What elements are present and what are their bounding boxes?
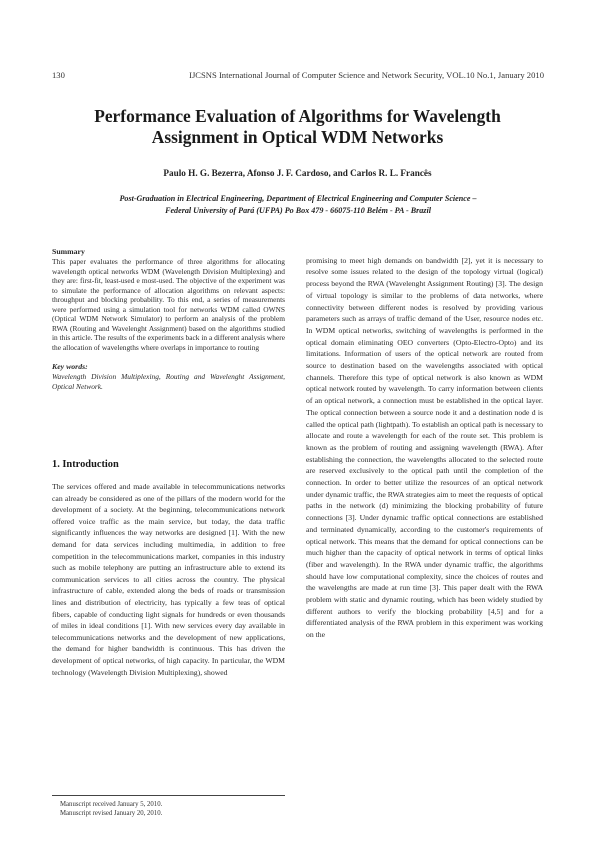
summary-heading: Summary [52,247,85,256]
summary-text: This paper evaluates the performance of three algorithms for allocating wavelength optical networks WDM (Wavelength Division Multiplexing) and they are: first-fit, least-used e most-used. The objective of the experiment was to simulate the performance of allocation algorithms on relevant aspects: throughput and blocking probability. To this end, a series of measurements were performed using a simulation tool for networks WDM called OWNS (Optical WDM Network Simulator) to perform an analysis of the problem RWA (Routing and Wavelenght Assignment) based on the algorithms studied in this article. The results of the experiments back in a different analysis where the allocation of wavelengths where overlaps in importance to routing [52,257,285,352]
title-line-2: Assignment in Optical WDM Networks [151,126,444,147]
author-list: Paulo H. G. Bezerra, Afonso J. F. Cardoso, and Carlos R. L. Francês [163,168,432,178]
keywords-text: Wavelength Division Multiplexing, Routing and Wavelenght Assignment, Optical Network. [52,372,285,391]
affiliation [58,193,538,216]
introduction-right-text: promising to meet high demands on bandwidth [2], yet it is necessary to resolve some issues related to the design of the topology virtual (logical) process beyond the RWA (Wavelenght Assignment Routing) [3]. The design of virtual topology is similar to the problems of data networks, where connectivity between different nodes is resolved by providing various parameters such as arrays of traffic demand of the User, resource nodes etc. In WDM optical networks, switching of wavelengths is performed in the optical domain eliminating OEO converters (Opto-Electro-Opto) and its limitations. Information of users of the optical network are routed from source to destination based on the wavelengths associated with optical channels. Therefore this type of optical network is also known as WDM optical network routed by wavelength. To carry information between clients of an optical network, a connection must be established in the optical layer. The optical connection between a source node it and a destination node d is called the optical path (lightpath). To establish an optical path is necessary to allocate and route a wavelength for each of the route set. This problem is known as the problem of routing and assigning wavelength (RWA). After establishing the connection, the wavelengths allocated to the selected route are reserved exclusively to the optical path until the completion of the connection. In order to better utilize the resources of an optical network under dynamic traffic, the RWA strategies aim to meet the requests of optical paths in the network (d) minimizing the blocking probability of future connections [3]. Under dynamic traffic optical connections are established and terminated dynamically, according to the customer's requirements of optical network. This means that the demand for optical connections can be much higher than the capacity of optical network in terms of optical links (fiber and wavelength). In the RWA under dynamic traffic, the algorithms should have low computational complexity, since the choices of routes and the wavelengths are made at run time [3]. This paper dealt with the RWA problem with static and dynamic routing, which has been widely studied by different authors to verify the blocking probability [4,5] and for a differentiated analysis of the RWA problem in this experiment was working on the [306,255,543,640]
footnote-received: Manuscript received January 5, 2010. [60,801,163,808]
journal-name: IJCSNS International Journal of Computer Science and Network Security, VOL.10 No.1, January 2010 [189,70,544,80]
keywords-heading: Key words: [52,362,88,371]
page-number: 130 [52,70,65,80]
footnote-divider [52,795,285,796]
footnote-revised: Manuscript revised January 20, 2010. [60,810,163,818]
introduction-heading: 1. Introduction [52,459,119,470]
affiliation-line-1: Post-Graduation in Electrical Engineering, Department of Electrical Engineering and Computer Science – [119,194,477,203]
footnotes [60,800,162,819]
paper-title [40,106,555,147]
abstract-column [52,247,285,391]
affiliation-line-2: Federal University of Pará (UFPA) Po Box 479 - 66075-110 Belém - PA - Brazil [165,205,431,215]
introduction-left-text: The services offered and made available in telecommunications networks can already be considered as one of the pillars of the modern world for the development of a society. At the beginning, telecommunications network offered voice traffic as the main service, but today, the data traffic significantly influences the way networks are designed [1]. With the new demand for data services including multimedia, in addition to free competition in the telecommunications market, companies in this industry such as mobile telephony are putting an infrastructure able to extend its communication services to all cities across the country. The physical infrastructure of cable, extended along the beds of roads or transmission lines and distribution of electricity, has typically a few teas of optical fibers, capable of conducting light signals for hundreds or even thousands of miles in ideal conditions [1]. With new services every day available in telecommunications networks and the development of new applications, the demand for higher bandwidth is continuous. This has driven the development of optical networks, of high capacity. In particular, the WDM technology (Wavelength Division Multiplexing), showed [52,482,285,677]
title-line-1: Performance Evaluation of Algorithms for Wavelength [94,106,501,126]
